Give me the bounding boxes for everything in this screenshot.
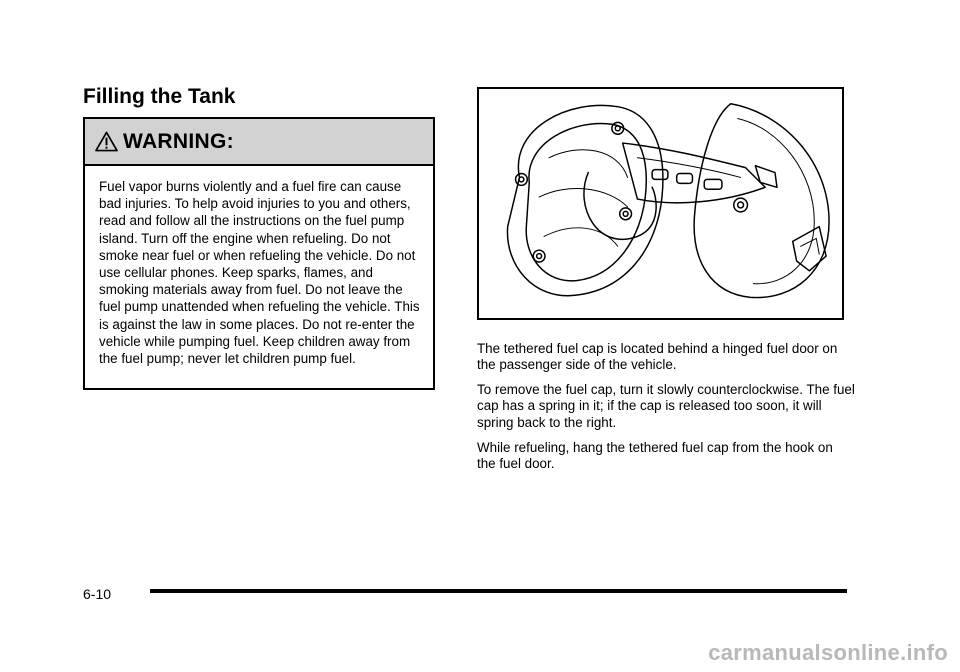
paragraph-cap-location: The tethered fuel cap is located behind a hinged fuel door on the passenger side of the vehicle.: [477, 341, 838, 373]
paragraph-cap-removal: To remove the fuel cap, turn it slowly counterclockwise. The fuel cap has a spring in it; if the cap is released too soon, it will spring back to the right.: [477, 382, 855, 430]
paragraph-refueling: While refueling, hang the tethered fuel cap from the hook on the fuel door.: [477, 440, 833, 472]
fuel-door-illustration: [479, 89, 842, 318]
page-number: 6-10: [83, 586, 112, 602]
warning-triangle-icon: [95, 131, 118, 152]
warning-header: [85, 119, 433, 166]
fuel-door-figure: [477, 87, 844, 320]
footer-rule: [150, 589, 847, 593]
warning-text: Fuel vapor burns violently and a fuel fire can cause bad injuries. To help avoid injuries to you and others, read and follow all the instructions on the fuel pump island. Turn off the engine when refueling. Do not smoke near fuel or when refueling the vehicle. Do not use cellular phones. Keep sparks, flames, and smoking materials away from fuel. Do not leave the fuel pump unattended when refueling the vehicle. This is against the law in some places. Do not re-enter the vehicle while pumping fuel. Keep children away from the fuel pump; never let children pump fuel.: [99, 179, 420, 367]
warning-title: WARNING:: [123, 129, 234, 153]
section-title: Filling the Tank: [83, 85, 236, 108]
warning-box: [83, 117, 435, 390]
watermark: carmanualsonline.info: [708, 640, 948, 665]
